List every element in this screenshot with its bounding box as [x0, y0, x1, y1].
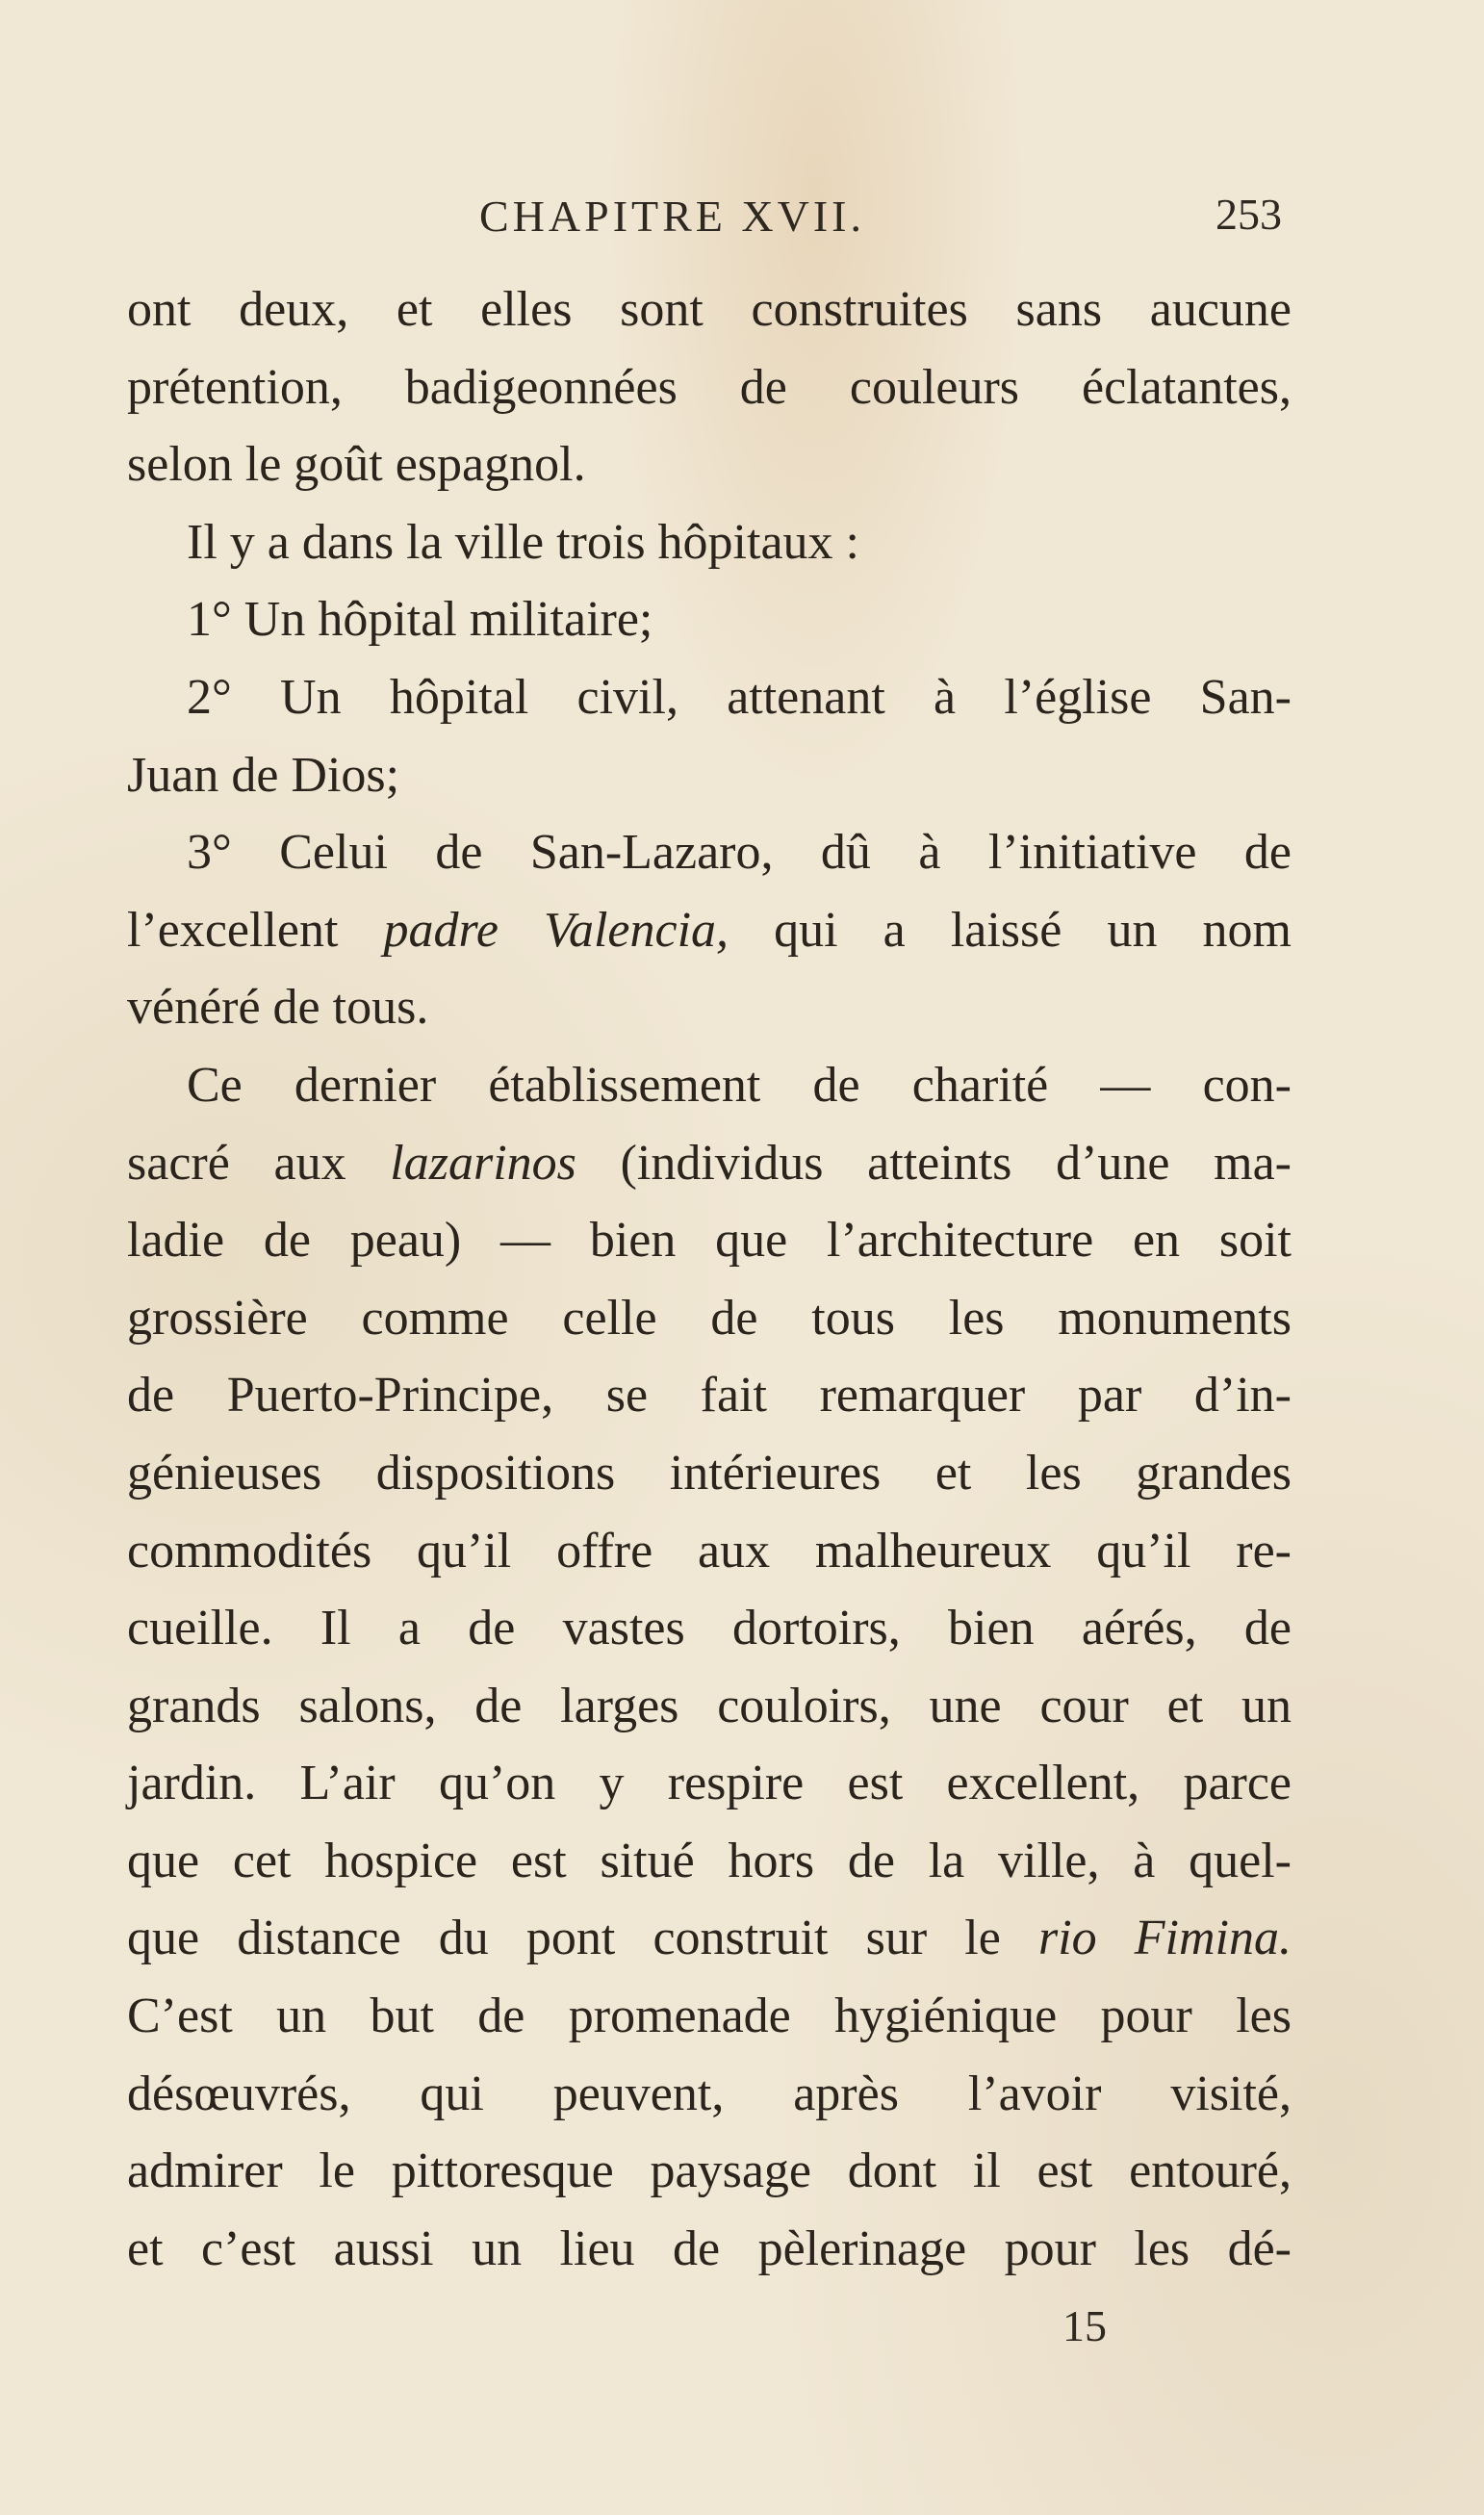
text-line: génieuses dispositions intérieures et les grandes [127, 1445, 1292, 1501]
text-line: de Puerto-Principe, se fait remarquer par d’in- [127, 1368, 1292, 1424]
text-fragment: sacré aux [127, 1135, 391, 1191]
text-line: grossière comme celle de tous les monuments [127, 1290, 1292, 1346]
text-line: ont deux, et elles sont construites sans aucune [127, 282, 1292, 337]
text-line: admirer le pittoresque paysage dont il est entouré, [127, 2143, 1292, 2199]
text-line: cueille. Il a de vastes dortoirs, bien aérés, de [127, 1601, 1292, 1656]
chapter-heading: CHAPITRE XVII. [479, 192, 865, 241]
text-line: commodités qu’il offre aux malheureux qu’il re- [127, 1523, 1292, 1578]
italic-phrase: lazarinos [390, 1135, 576, 1191]
text-line [127, 1900, 1292, 1978]
text-line: jardin. L’air qu’on y respire est excellent, parce [127, 1756, 1292, 1811]
text-line: prétention, badigeonnées de couleurs éclatantes, [127, 359, 1292, 415]
text-line: 1° Un hôpital militaire; [187, 592, 653, 648]
body-text [127, 271, 1292, 2288]
italic-phrase: rio Fimina. [1037, 1911, 1292, 1966]
text-line: Juan de Dios; [127, 747, 400, 803]
text-line: C’est un but de promenade hygiénique pour les [127, 1989, 1292, 2044]
text-line: que cet hospice est situé hors de la ville, à quel- [127, 1833, 1292, 1888]
page-number: 253 [1215, 190, 1282, 239]
text-line: vénéré de tous. [127, 980, 429, 1036]
text-line: 3° Celui de San-Lazaro, dû à l’initiative de [187, 825, 1292, 881]
text-line: grands salons, de larges couloirs, une cour et un [127, 1678, 1292, 1733]
text-line [127, 1125, 1292, 1203]
text-line [127, 892, 1292, 970]
text-line: selon le goût espagnol. [127, 437, 586, 493]
text-line: 2° Un hôpital civil, attenant à l’église San- [187, 669, 1292, 725]
text-fragment: que distance du pont construit sur le [127, 1911, 1038, 1966]
text-line: ladie de peau) — bien que l’architecture en soit [127, 1213, 1292, 1269]
text-line: désœuvrés, qui peuvent, après l’avoir visité, [127, 2066, 1292, 2121]
text-fragment: (individus atteints d’une ma- [576, 1135, 1292, 1191]
italic-phrase: padre Valencia, [383, 902, 729, 958]
text-line: et c’est aussi un lieu de pèlerinage pour les dé- [127, 2220, 1292, 2276]
signature-mark: 15 [1062, 2301, 1107, 2350]
text-line: Ce dernier établissement de charité — con- [187, 1057, 1292, 1113]
text-line: Il y a dans la ville trois hôpitaux : [187, 514, 859, 570]
text-fragment: qui a laissé un nom [729, 902, 1292, 958]
text-fragment: l’excellent [127, 902, 384, 958]
